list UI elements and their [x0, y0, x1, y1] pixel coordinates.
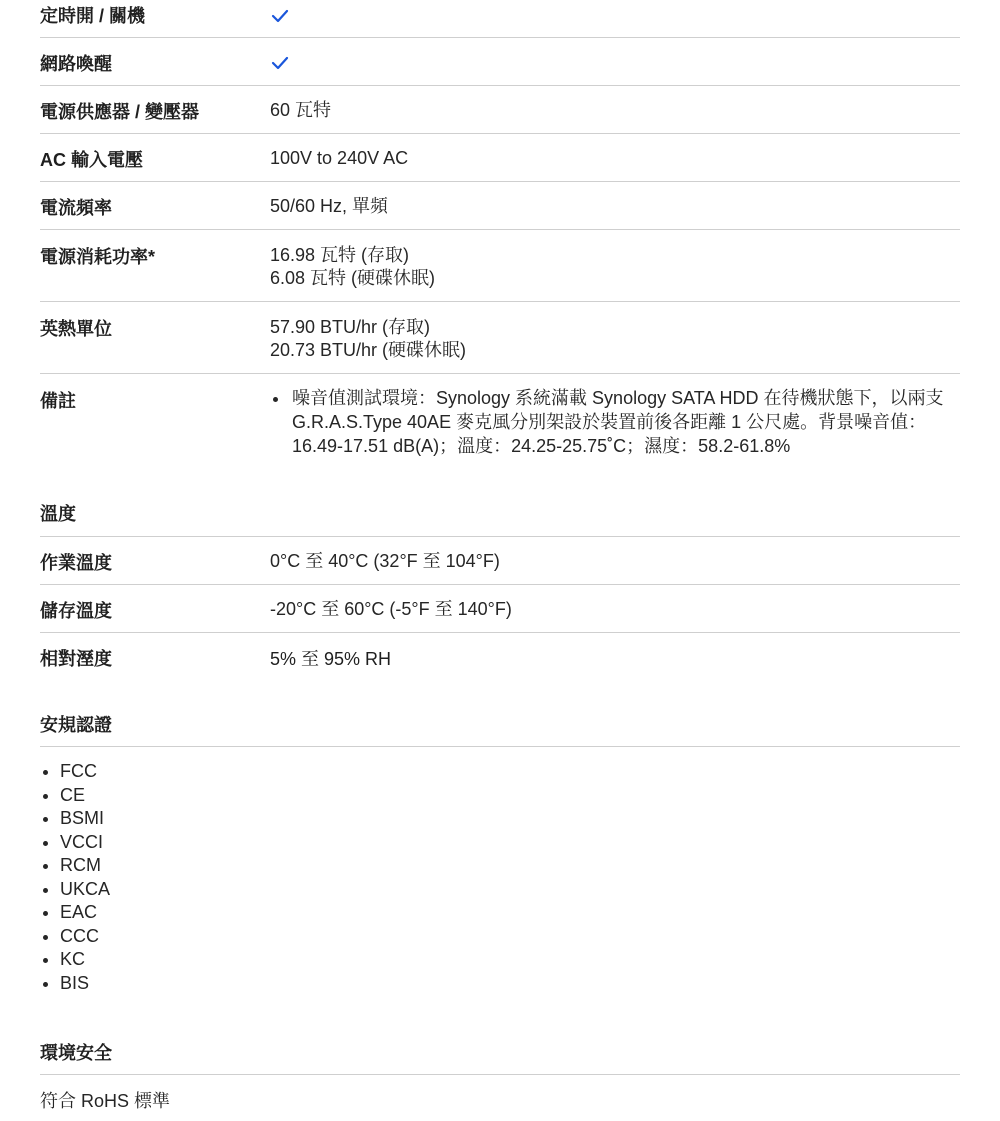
- certification-item: • VCCI: [60, 831, 110, 855]
- check-icon: [270, 6, 290, 26]
- spec-value: 50/60 Hz, 單頻: [270, 196, 389, 216]
- spec-row-scheduled-power: [40, 0, 960, 38]
- certification-item: • BIS: [60, 972, 110, 996]
- spec-value: 0°C 至 40°C (32°F 至 104°F): [270, 551, 500, 571]
- certification-item: • FCC: [60, 760, 110, 784]
- certification-item: • UKCA: [60, 878, 110, 902]
- spec-label: 電流頻率: [40, 198, 112, 218]
- certification-item: • BSMI: [60, 807, 110, 831]
- certification-item: • CE: [60, 784, 110, 808]
- section-title-environment: 環境安全: [40, 1043, 112, 1063]
- spec-value: 16.98 瓦特 (存取): [270, 245, 410, 265]
- certifications-list: [40, 760, 110, 995]
- spec-row-btu: [40, 302, 960, 374]
- section-title-certifications: 安規認證: [40, 715, 112, 735]
- spec-row-humidity: [40, 633, 960, 680]
- certification-item: • CCC: [60, 925, 110, 949]
- spec-row-notes: [40, 374, 960, 464]
- certification-item: • EAC: [60, 901, 110, 925]
- spec-value: 6.08 瓦特 (硬碟休眠): [270, 268, 436, 288]
- notes-list: [270, 386, 970, 458]
- spec-label: AC 輸入電壓: [40, 150, 143, 170]
- section-title-temperature: 溫度: [40, 504, 76, 524]
- spec-label: 電源消耗功率*: [40, 247, 156, 267]
- spec-label: 網路喚醒: [40, 54, 112, 74]
- section-divider: [40, 1074, 960, 1075]
- section-divider: [40, 746, 960, 747]
- spec-value: 100V to 240V AC: [270, 148, 409, 168]
- spec-label: 備註: [40, 391, 76, 411]
- environment-value: 符合 RoHS 標準: [40, 1091, 171, 1111]
- spec-value: 5% 至 95% RH: [270, 649, 392, 669]
- spec-row-power-supply: [40, 86, 960, 134]
- spec-label: 作業溫度: [40, 553, 112, 573]
- spec-row-operating-temp: [40, 537, 960, 585]
- check-icon: [270, 53, 290, 73]
- spec-row-wake-on-lan: [40, 37, 960, 86]
- spec-label: 英熱單位: [40, 319, 112, 339]
- spec-value: 57.90 BTU/hr (存取): [270, 317, 431, 337]
- note-item: • 噪音值測試環境：Synology 系統滿載 Synology SATA HDD 在待機狀態下，以兩支 G.R.A.S.Type 40AE 麥克風分別架設於裝置前後各距離 1 公尺處。背景噪音值：16.49-17.51 dB(A)；溫度：24.25-25.75˚C；濕度：58.2-61.8%: [290, 386, 970, 458]
- spec-label: 儲存溫度: [40, 601, 112, 621]
- spec-value: 60 瓦特: [270, 100, 332, 120]
- spec-label: 電源供應器 / 變壓器: [40, 102, 200, 122]
- spec-value: -20°C 至 60°C (-5°F 至 140°F): [270, 599, 512, 619]
- spec-row-storage-temp: [40, 585, 960, 633]
- spec-row-frequency: [40, 182, 960, 230]
- spec-label: 相對溼度: [40, 649, 112, 669]
- spec-value: 20.73 BTU/hr (硬碟休眠): [270, 340, 467, 360]
- certification-item: • KC: [60, 948, 110, 972]
- spec-row-ac-voltage: [40, 134, 960, 182]
- spec-row-power-consumption: [40, 230, 960, 302]
- certification-item: • RCM: [60, 854, 110, 878]
- spec-label: 定時開 / 關機: [40, 6, 146, 26]
